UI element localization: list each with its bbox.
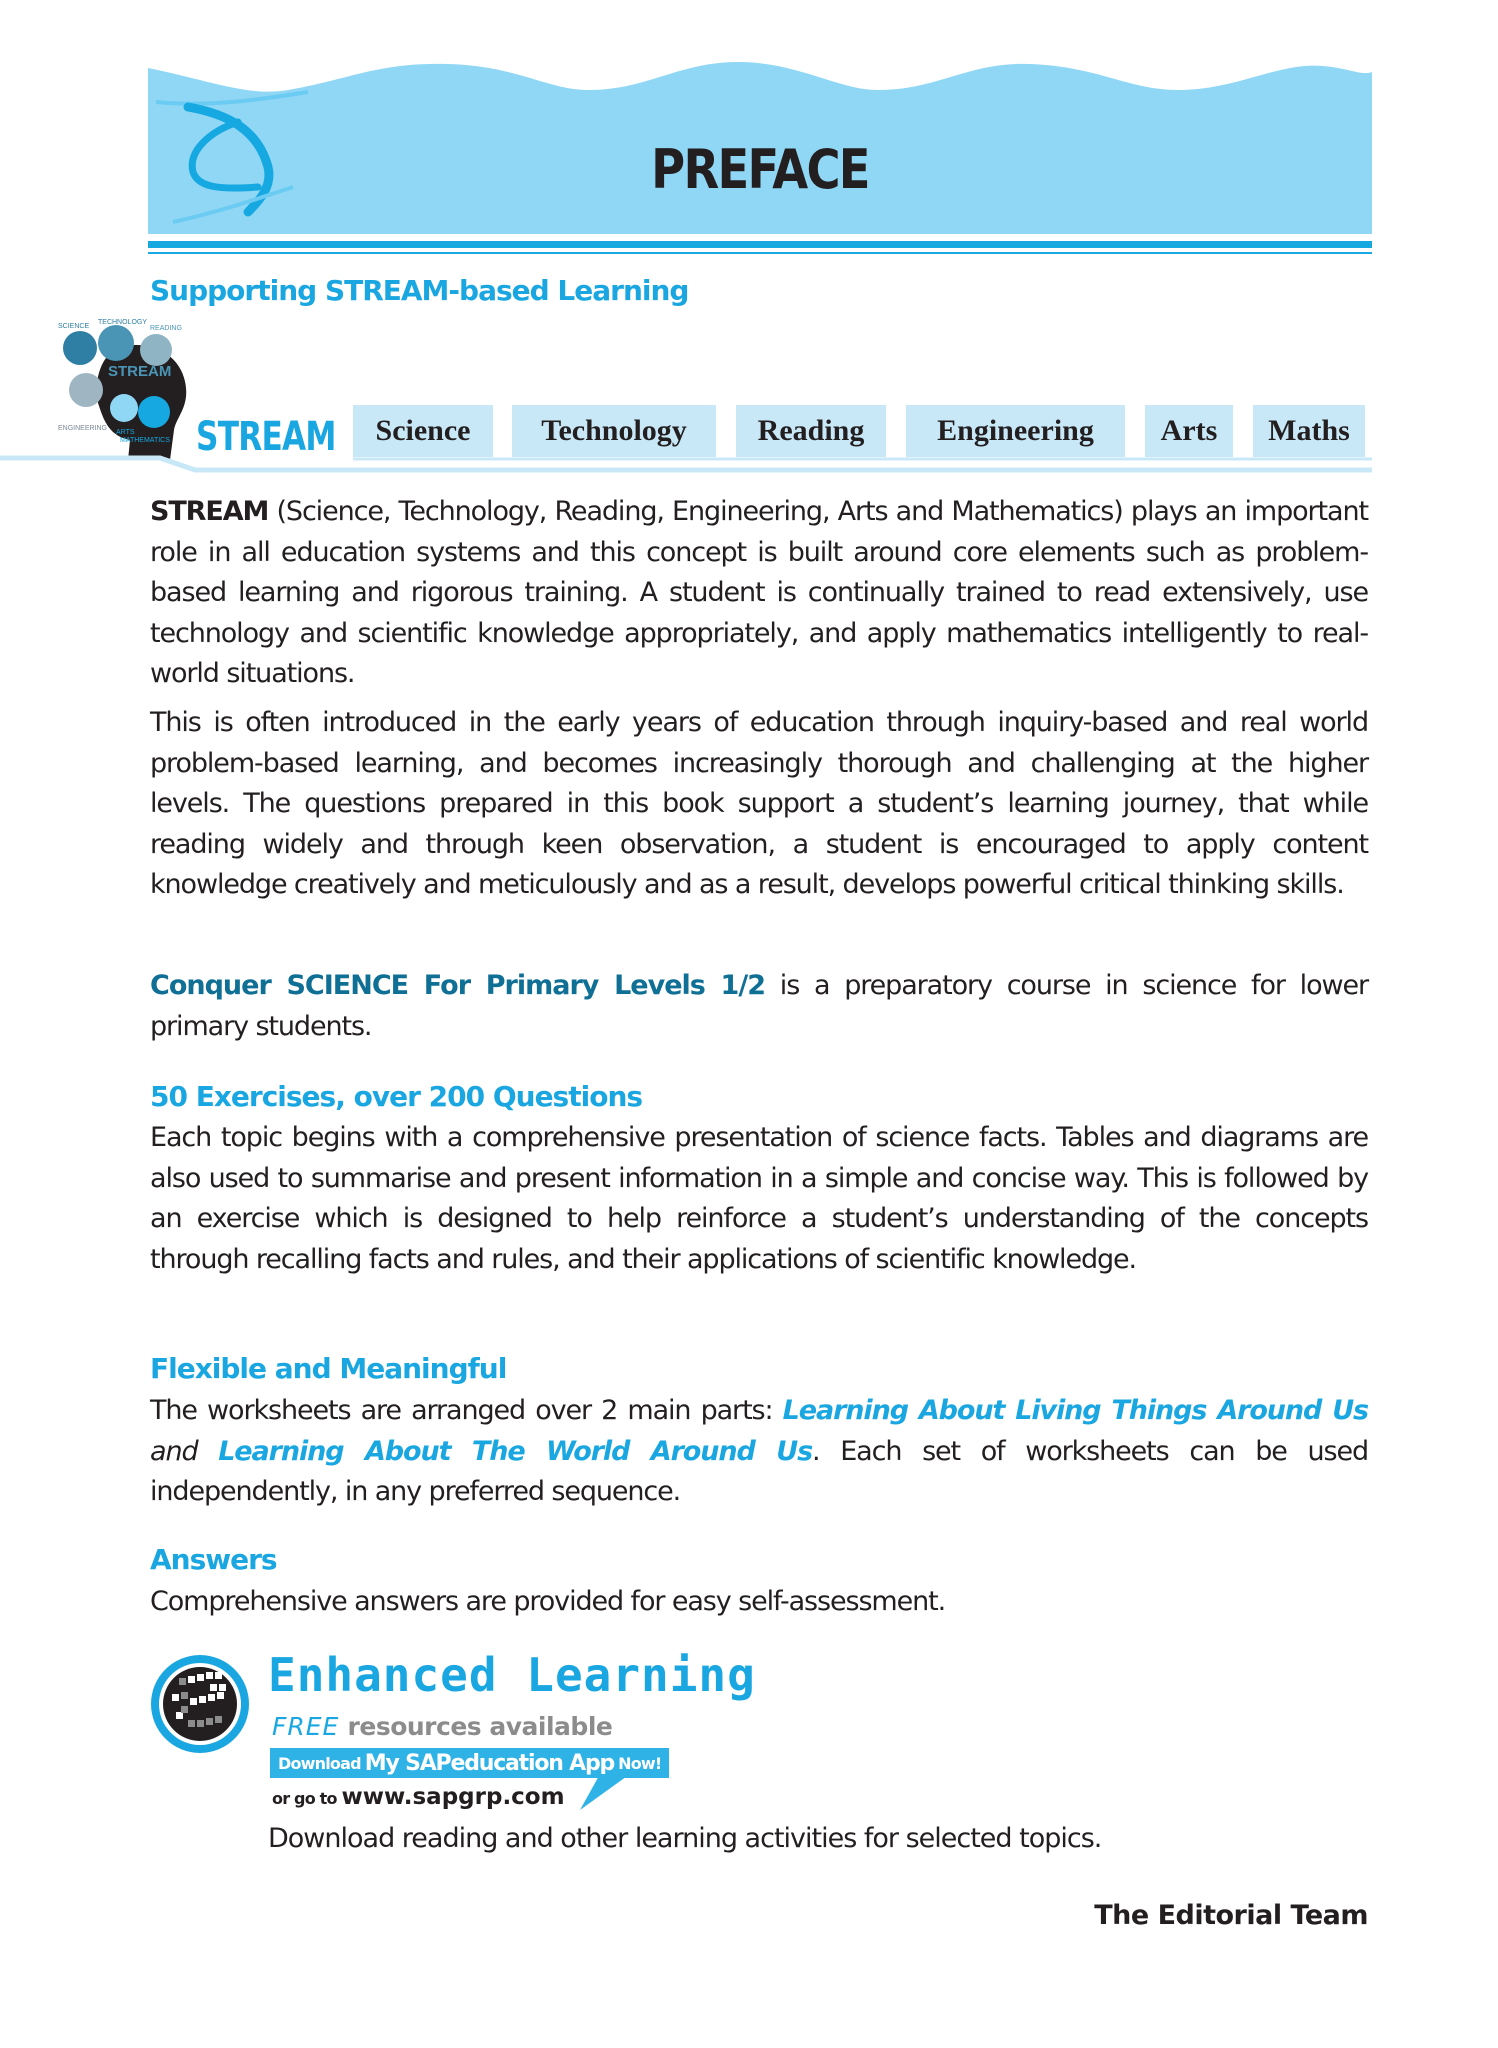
stream-bold: STREAM bbox=[150, 496, 269, 527]
stream-head-graphic bbox=[58, 318, 198, 460]
section-heading-answers: Answers bbox=[150, 1543, 277, 1576]
editorial-signoff: The Editorial Team bbox=[1094, 1900, 1368, 1931]
answers-paragraph: Comprehensive answers are provided for easy self-assessment. bbox=[150, 1586, 946, 1617]
tab-technology: Technology bbox=[512, 405, 716, 457]
tab-maths: Maths bbox=[1253, 405, 1365, 457]
free-resources-label: FREE resources available bbox=[272, 1712, 613, 1741]
reading-bubble-icon bbox=[140, 334, 172, 366]
learning-journey-paragraph: This is often introduced in the early years of education through inquiry-based and real world problem-based learning, and becomes increasingly thorough and challenging at the higher levels. The questions prepared in this book support a student’s learning journey, that while reading widely and through keen observation, a student is encouraged to apply content knowledge creatively and meticulously and as a result, develops powerful critical thinking skills. bbox=[150, 707, 1368, 900]
course-paragraph: Conquer SCIENCE For Primary Levels 1/2 is a preparatory course in science for lower primary students. bbox=[150, 970, 1368, 1042]
enhanced-learning-description: Download reading and other learning activities for selected topics. bbox=[268, 1823, 1102, 1854]
svg-text:READING: READING bbox=[150, 325, 182, 332]
page-title: PREFACE bbox=[651, 138, 869, 201]
section-heading-stream: Supporting STREAM-based Learning bbox=[150, 274, 689, 307]
svg-text:SCIENCE: SCIENCE bbox=[58, 323, 90, 330]
science-bubble-icon bbox=[63, 331, 97, 365]
stream-wordmark: STREAM bbox=[196, 414, 336, 460]
tab-reading: Reading bbox=[736, 405, 886, 457]
section-heading-flexible: Flexible and Meaningful bbox=[150, 1352, 507, 1385]
enhanced-learning-title: Enhanced Learning bbox=[268, 1648, 756, 1702]
svg-text:MATHEMATICS: MATHEMATICS bbox=[120, 437, 170, 444]
svg-text:TECHNOLOGY: TECHNOLOGY bbox=[98, 319, 148, 326]
flexible-paragraph: The worksheets are arranged over 2 main parts: Learning About Living Things Around Us and Learning About The World Around Us. Each set of worksheets can be used independently, in any preferred sequence. bbox=[150, 1395, 1368, 1507]
maths-bubble-icon bbox=[138, 396, 170, 428]
technology-bubble-icon bbox=[98, 325, 134, 361]
part2-title: Learning About The World Around Us bbox=[218, 1435, 813, 1467]
divider-thick bbox=[148, 241, 1372, 248]
intro-paragraph: STREAM (Science, Technology, Reading, Engineering, Arts and Mathematics) plays an important role in all education systems and this concept is built around core elements such as problem-based learning and rigorous training. A student is continually trained to read extensively, use technology and scientific knowledge appropriately, and apply mathematics intelligently to real-world situations. bbox=[150, 496, 1368, 689]
tab-science: Science bbox=[353, 405, 493, 457]
divider-thin bbox=[148, 252, 1372, 254]
part1-title: Learning About Living Things Around Us bbox=[782, 1395, 1368, 1426]
tab-engineering: Engineering bbox=[906, 405, 1125, 457]
svg-text:STREAM: STREAM bbox=[108, 363, 172, 380]
website-link[interactable]: or go to www.sapgrp.com bbox=[272, 1784, 565, 1810]
svg-text:ENGINEERING: ENGINEERING bbox=[58, 425, 108, 432]
stream-underline bbox=[0, 455, 1372, 473]
svg-text:ARTS: ARTS bbox=[116, 429, 135, 436]
tab-arts: Arts bbox=[1145, 405, 1233, 457]
book-title: Conquer SCIENCE For Primary Levels 1/2 bbox=[150, 970, 765, 1001]
section-heading-exercises: 50 Exercises, over 200 Questions bbox=[150, 1080, 643, 1113]
arts-bubble-icon bbox=[110, 394, 138, 422]
exercises-paragraph: Each topic begins with a comprehensive presentation of science facts. Tables and diagrams are also used to summarise and present information in a simple and concise way. This is followed by an exercise which is designed to help reinforce a student’s understanding of the concepts through recalling facts and rules, and their applications of scientific knowledge. bbox=[150, 1122, 1368, 1275]
preface-banner bbox=[148, 62, 1372, 234]
download-app-button[interactable]: Download My SAPeducation App Now! bbox=[270, 1748, 669, 1778]
speech-tail-icon bbox=[580, 1774, 630, 1810]
engineering-bubble-icon bbox=[69, 373, 103, 407]
enhanced-learning-logo-icon bbox=[148, 1652, 252, 1756]
